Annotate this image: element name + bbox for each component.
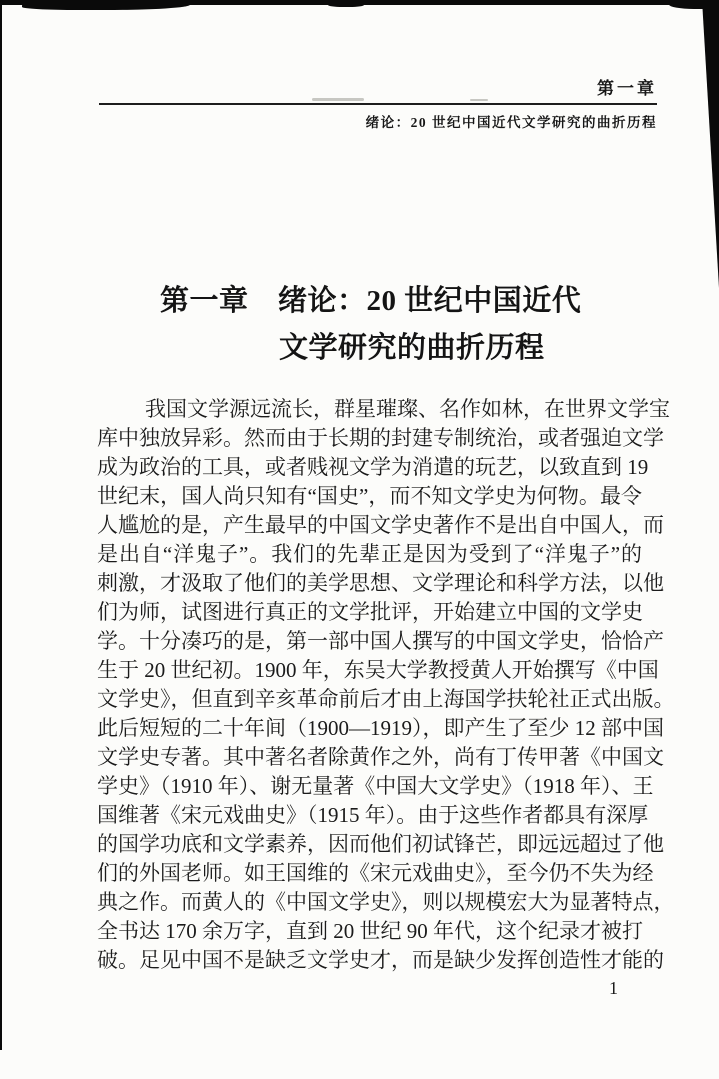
body-line: 学。十分凑巧的是，第一部中国人撰写的中国文学史，恰恰产 bbox=[97, 629, 664, 653]
chapter-title bbox=[160, 278, 581, 372]
body-line: 文学史》，但直到辛亥革命前后才由上海国学扶轮社正式出版。 bbox=[97, 687, 675, 711]
body-line: 库中独放异彩。然而由于长期的封建专制统治，或者强迫文学 bbox=[97, 426, 664, 450]
body-line: 刺激，才汲取了他们的美学思想、文学理论和科学方法，以他 bbox=[97, 571, 664, 595]
scan-smudge bbox=[470, 99, 488, 101]
page-number: 1 bbox=[609, 978, 618, 998]
chapter-title-line2: 文学研究的曲折历程 bbox=[279, 332, 545, 364]
body-line: 是出自“洋鬼子”。我们的先辈正是因为受到了“洋鬼子”的 bbox=[97, 542, 642, 566]
scan-artifact-top-left-blob bbox=[22, 1, 190, 10]
body-line: 的国学功底和文学素养，因而他们初试锋芒，即远远超过了他 bbox=[97, 832, 664, 856]
body-line: 生于 20 世纪初。1900 年，东吴大学教授黄人开始撰写《中国 bbox=[97, 658, 659, 682]
body-line: 国维著《宋元戏曲史》（1915 年）。由于这些作者都具有深厚 bbox=[97, 803, 649, 827]
scan-artifact-right-edge bbox=[702, 0, 719, 288]
body-line: 此后短短的二十年间（1900—1919），即产生了至少 12 部中国 bbox=[97, 716, 664, 740]
chapter-title-line1: 第一章 绪论：20 世纪中国近代 bbox=[160, 285, 582, 317]
running-header-subtitle: 绪论：20 世纪中国近代文学研究的曲折历程 bbox=[365, 115, 657, 130]
body-line: 们的外国老师。如王国维的《宋元戏曲史》，至今仍不失为经 bbox=[97, 861, 654, 885]
body-text bbox=[97, 395, 675, 975]
body-line: 破。足见中国不是缺乏文学史才，而是缺少发挥创造性才能的 bbox=[97, 948, 664, 972]
body-line: 全书达 170 余万字，直到 20 世纪 90 年代，这个纪录才被打 bbox=[97, 919, 643, 943]
body-line: 学史》（1910 年）、谢无量著《中国大文学史》（1918 年）、王 bbox=[97, 774, 654, 798]
running-header-rule bbox=[99, 103, 657, 105]
body-line: 成为政治的工具，或者贱视文学为消遣的玩艺，以致直到 19 bbox=[97, 455, 649, 479]
body-line: 文学史专著。其中著名者除黄作之外，尚有丁传甲著《中国文 bbox=[97, 745, 664, 769]
body-line: 世纪末，国人尚只知有“国史”，而不知文学史为何物。最令 bbox=[97, 484, 642, 508]
body-line: 典之作。而黄人的《中国文学史》，则以规模宏大为显著特点， bbox=[97, 890, 675, 914]
body-line: 我国文学源远流长，群星璀璨、名作如林，在世界文学宝 bbox=[145, 397, 670, 421]
scan-artifact-left-edge bbox=[0, 0, 2, 1050]
running-header-chapter-label: 第一章 bbox=[597, 79, 657, 98]
body-line: 们为师，试图进行真正的文学批评，开始建立中国的文学史 bbox=[97, 600, 643, 624]
scan-smudge bbox=[312, 98, 364, 101]
body-line: 人尴尬的是，产生最早的中国文学史著作不是出自中国人，而 bbox=[97, 513, 664, 537]
scan-artifact-top-mid-blob bbox=[328, 2, 364, 7]
